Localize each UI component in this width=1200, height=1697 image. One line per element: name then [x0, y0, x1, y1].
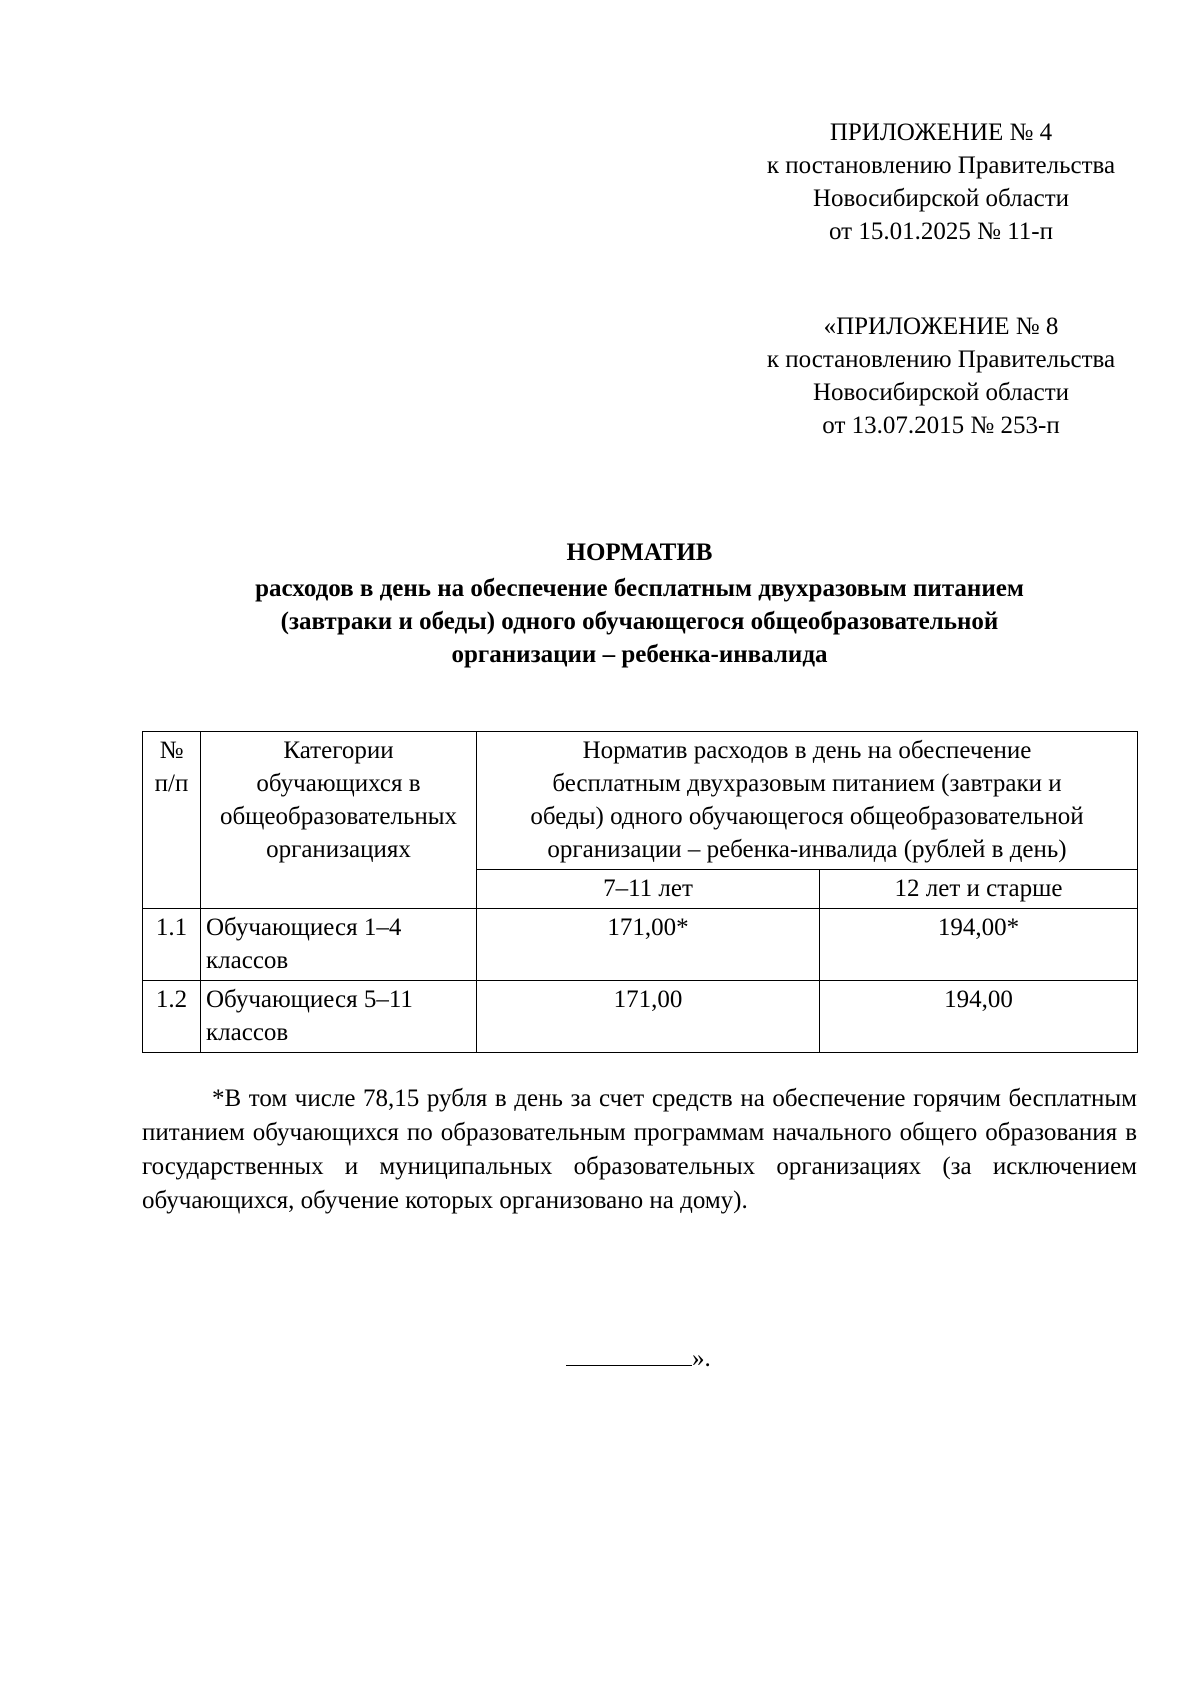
- closing-quote: ».: [692, 1345, 711, 1372]
- title-line: организации – ребенка-инвалида: [451, 641, 828, 668]
- title-line: (завтраки и обеды) одного обучающегося общеобразовательной: [280, 608, 999, 635]
- title-line: расходов в день на обеспечение бесплатным двухразовым питанием: [255, 575, 1024, 602]
- header-norm-text: бесплатным двухразовым питанием (завтраки и: [552, 770, 1062, 797]
- closing-underline: [566, 1343, 692, 1366]
- row-category-text: классов: [206, 947, 289, 974]
- header-norm-text: организации – ребенка-инвалида (рублей в день): [547, 836, 1067, 863]
- header-age-7-11: 7–11 лет: [477, 870, 820, 909]
- header-category-text: общеобразовательных: [219, 803, 458, 830]
- row-value-12-plus: 194,00: [820, 981, 1138, 1053]
- header-number-label: п/п: [154, 770, 189, 797]
- approval-region: Новосибирской области: [812, 379, 1070, 406]
- row-number: 1.1: [143, 909, 201, 981]
- table-header-row: [143, 732, 1138, 870]
- approval-date-number: от 13.07.2015 № 253-п: [822, 412, 1060, 439]
- table-row: [143, 909, 1138, 981]
- header-number-symbol: №: [159, 737, 184, 764]
- row-category: [201, 981, 477, 1053]
- row-value-12-plus: 194,00*: [820, 909, 1138, 981]
- header-norm-text: Норматив расходов в день на обеспечение: [582, 737, 1032, 764]
- approval-date-number: от 15.01.2025 № 11-п: [829, 218, 1053, 245]
- header-category: [201, 732, 477, 909]
- footnote: [142, 1082, 1137, 1218]
- approval-reference: к постановлению Правительства: [766, 152, 1116, 179]
- header-norm: [477, 732, 1138, 870]
- footnote-text: *В том числе 78,15 рубля в день за счет средств на обеспечение горячим бесплатным питанием обучающихся по образовательным программам начального общего образования в государственных и муниципальных образовательных организациях (за исключением обучающихся, обучение которых организовано на дому).: [142, 1085, 1137, 1214]
- header-category-text: Категории: [283, 737, 394, 764]
- title-heading: НОРМАТИВ: [566, 539, 713, 566]
- row-value-7-11: 171,00: [477, 981, 820, 1053]
- row-category-text: Обучающиеся 1–4: [206, 914, 402, 941]
- header-norm-text: обеды) одного обучающегося общеобразовательной: [530, 803, 1084, 830]
- approval-stamp-current: [745, 116, 1137, 248]
- row-number: 1.2: [143, 981, 201, 1053]
- row-category-text: Обучающиеся 5–11: [206, 986, 413, 1013]
- norms-table: [142, 731, 1138, 1053]
- approval-title: «ПРИЛОЖЕНИЕ № 8: [823, 313, 1059, 340]
- approval-reference: к постановлению Правительства: [766, 346, 1116, 373]
- header-age-12-plus: 12 лет и старше: [820, 870, 1138, 909]
- approval-title: ПРИЛОЖЕНИЕ № 4: [829, 119, 1053, 146]
- row-value-7-11: 171,00*: [477, 909, 820, 981]
- header-category-text: организациях: [266, 836, 411, 863]
- approval-region: Новосибирской области: [812, 185, 1070, 212]
- row-category: [201, 909, 477, 981]
- document-title: [142, 536, 1137, 671]
- table-row: [143, 981, 1138, 1053]
- row-category-text: классов: [206, 1019, 289, 1046]
- header-category-text: обучающихся в: [256, 770, 421, 797]
- closing-mark: [566, 1342, 711, 1375]
- header-number: [143, 732, 201, 909]
- approval-stamp-original: [745, 310, 1137, 442]
